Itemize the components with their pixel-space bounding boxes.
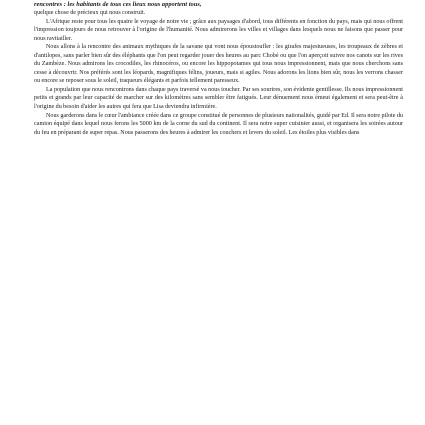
paragraph-population: La population que nous rencontrons dans chaque pays traversé va nous toucher. Par ses sourires, son évidente gentillesse. Ils nous impressionnent petits et grands par leur capacité de marcher sur des kilomètres sans sembler être fatigués. Leur dénuement nous émeut également et sera peut-être à l'origine du besoin d'aider les autres qui fera que Lisa deviendra infirmière. bbox=[34, 86, 403, 111]
paragraph-intro-end: quelque chose de précieux qui nous construit. bbox=[34, 10, 146, 16]
paragraph-africa: L'Afrique reste pour tous les quatre le voyage de notre vie ; grâce aux paysages d'abord, tous différents en fonction du pays, mais qui nous offrent l'impression toujours de nous retrouver à l'origine de l'humanité. Nous admirerons les villes et villages dans lesquels nous ne faisons que passer pour nous ravitailler. bbox=[34, 18, 403, 42]
cropped-top-line: rencontres : les habitants de tous ces lieux nous apportent tous, bbox=[34, 1, 202, 8]
paragraph-group: Nous garderons dans le cœur l'ambiance créée dans ce groupe constitué de personnes de plusieurs nationalités, guidé par Ed. Il sera notre pilote du camion équipé dans lequel nous ferons les 5000 km de la corne du sud du continent. Il sera notre super cuisinier aussi, et organisera les soirées autour du feu en préparant de super repas. Nous passerons des heures à admirer les couchers et levers du soleil. Les étoiles plus visibles dans bbox=[34, 112, 403, 136]
paragraph-animals: Nous allons à la rencontre des animaux mythiques de la savane qui vont nous époustoufler : les girafes majestueuses, les troupeaux de zèbres et d'antilopes, sans parler bien sûr des éléphants que l'on peut regarder jouer des heures au parc Chobé ou que l'on aperçoit suivre nos canots sur les rives du Zambèze. Nous admirons les crocodiles, les rhinocéros, ou encore les hippopotames qui tous nous impressionnent, mais que nous cherchons sans cesse à découvrir. Nos préférés sont les léopards, magnifiques félins, joueurs, mais si agiles. Nous adorons les lions bien sûr, nous les verrons chasser ou encore se reposer sous le soleil, traqueurs élégants et parfois tellement paresseux. bbox=[34, 44, 403, 85]
